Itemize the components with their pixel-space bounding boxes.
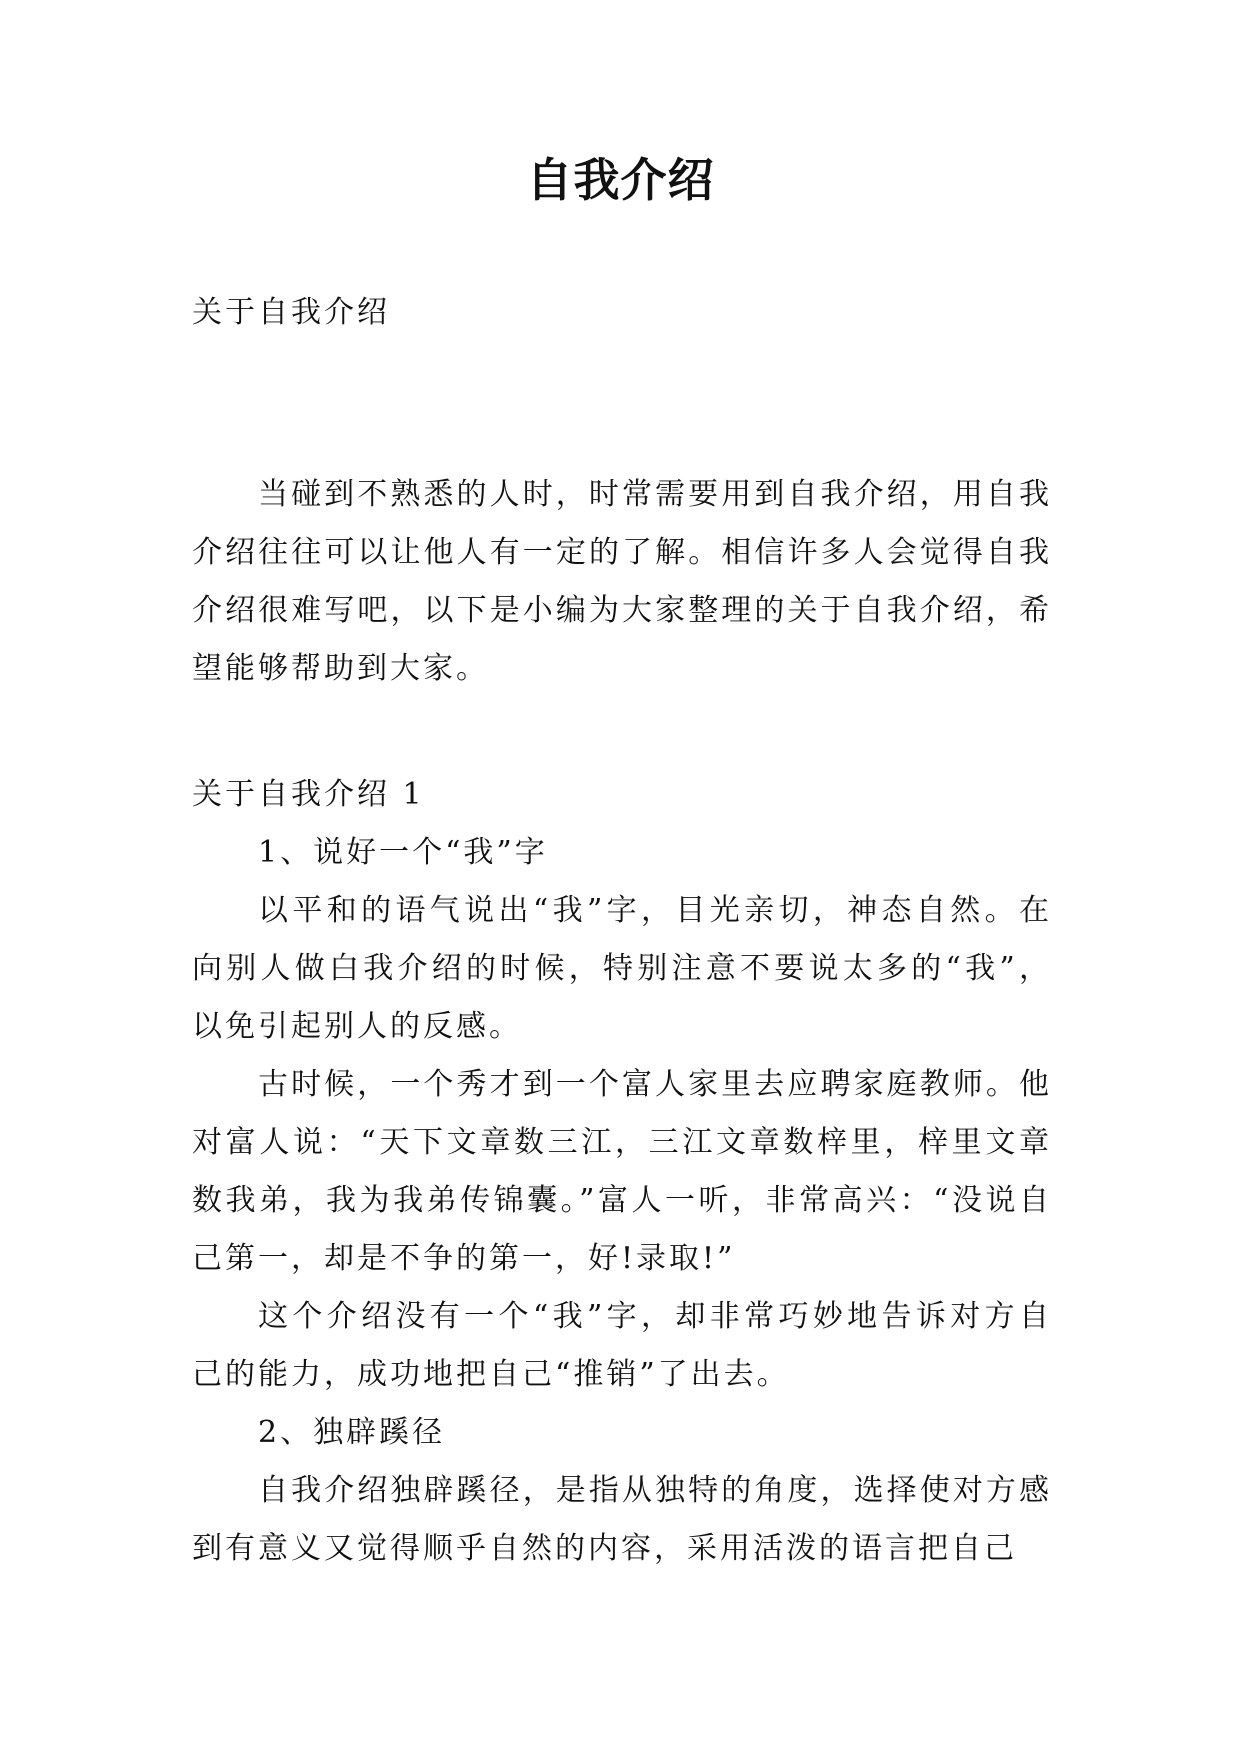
- point2-paragraph-1: 自我介绍独辟蹊径，是指从独特的角度，选择使对方感到有意义又觉得顺乎自然的内容，采用活泼的语言把自己: [192, 1473, 1052, 1566]
- section-heading: 关于自我介绍 1: [192, 777, 425, 812]
- point2-heading: 2、独辟蹊径: [258, 1415, 446, 1450]
- intro-section: [192, 466, 1052, 698]
- point1-paragraph-1: 以平和的语气说出“我”字，目光亲切，神态自然。在向别人做白我介绍的时候，特别注意不要说太多的“我”，以免引起别人的反感。: [192, 893, 1052, 1044]
- point1-heading: 1、说好一个“我”字: [258, 835, 548, 870]
- document-title: 自我介绍: [526, 153, 715, 207]
- point1-paragraph-3: 这个介绍没有一个“我”字，却非常巧妙地告诉对方自己的能力，成功地把自己“推销”了出去。: [192, 1299, 1052, 1392]
- intro-paragraph: 当碰到不熟悉的人时，时常需要用到自我介绍，用自我介绍往往可以让他人有一定的了解。相信许多人会觉得自我介绍很难写吧，以下是小编为大家整理的关于自我介绍，希望能够帮助到大家。: [192, 477, 1052, 686]
- point1-paragraph-2: 古时候，一个秀才到一个富人家里去应聘家庭教师。他对富人说：“天下文章数三江，三江文章数梓里，梓里文章数我弟，我为我弟传锦囊。”富人一听，非常高兴：“没说自己第一，却是不争的第一，好!录取!”: [192, 1067, 1052, 1276]
- main-section: [192, 766, 1052, 1578]
- document-subtitle: 关于自我介绍: [192, 295, 390, 330]
